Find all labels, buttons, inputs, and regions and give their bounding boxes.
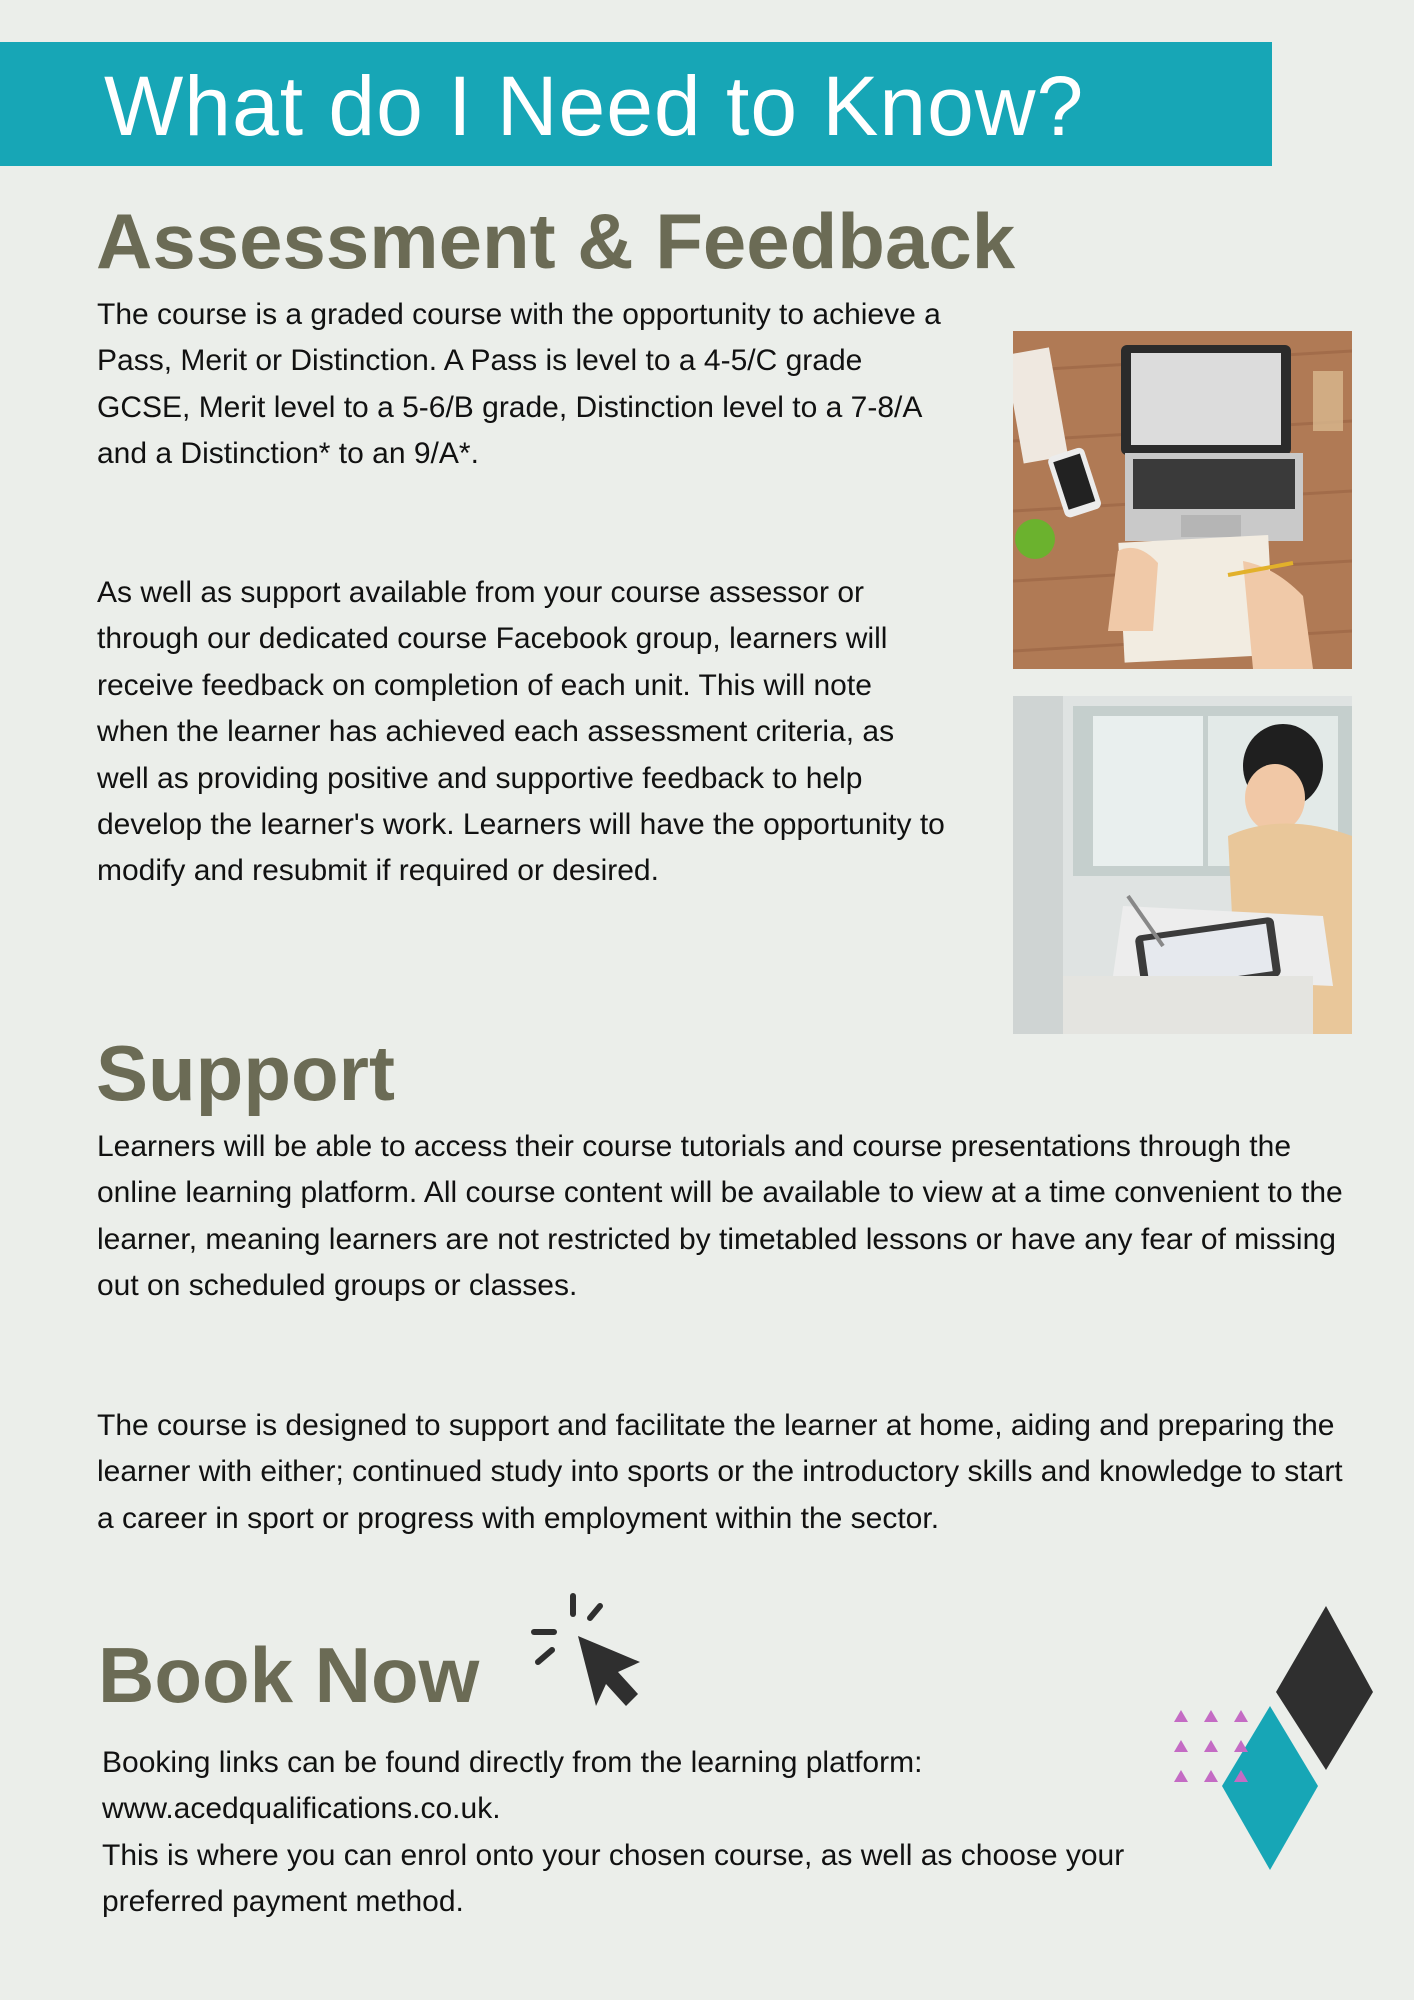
assessment-heading: Assessment & Feedback <box>96 197 1016 285</box>
booking-links-text: Booking links can be found directly from the learning platform: www.acedqualifications.co.uk. <box>102 1746 923 1826</box>
support-heading: Support <box>96 1029 395 1117</box>
assessment-paragraph-grades: The course is a graded course with the opportunity to achieve a Pass, Merit or Distinction. A Pass is level to a 4-5/C grade GCSE, Merit level to a 5-6/B grade, Distinction level to a 7-8/A and a Distinction* to an 9/A*. <box>97 298 941 471</box>
book-now-heading: Book Now <box>98 1631 480 1719</box>
page-title: What do I Need to Know? <box>104 59 1085 153</box>
diamond-triangles-decoration <box>1166 1600 1376 1880</box>
cursor-click-icon <box>528 1590 668 1720</box>
enrol-info-text: This is where you can enrol onto your chosen course, as well as choose your preferred payment method. <box>102 1839 1125 1919</box>
laptop-desk-photo <box>1013 331 1352 669</box>
support-paragraph-course: The course is designed to support and facilitate the learner at home, aiding and preparing the learner with either; continued study into sports or the introductory skills and knowledge to start a career in sport or progress with employment within the sector. <box>97 1409 1343 1535</box>
support-paragraph-platform: Learners will be able to access their course tutorials and course presentations through the online learning platform. All course content will be available to view at a time convenient to the learner, meaning learners are not restricted by timetabled lessons or have any fear of missing out on scheduled groups or classes. <box>97 1130 1343 1303</box>
assessment-paragraph-feedback: As well as support available from your course assessor or through our dedicated course Facebook group, learners will receive feedback on completion of each unit. This will note when the learner has achieved each assessment criteria, as well as providing positive and supportive feedback to help develop the learner's work. Learners will have the opportunity to modify and resubmit if required or desired. <box>97 576 945 888</box>
tablet-drawing-photo <box>1013 696 1352 1034</box>
